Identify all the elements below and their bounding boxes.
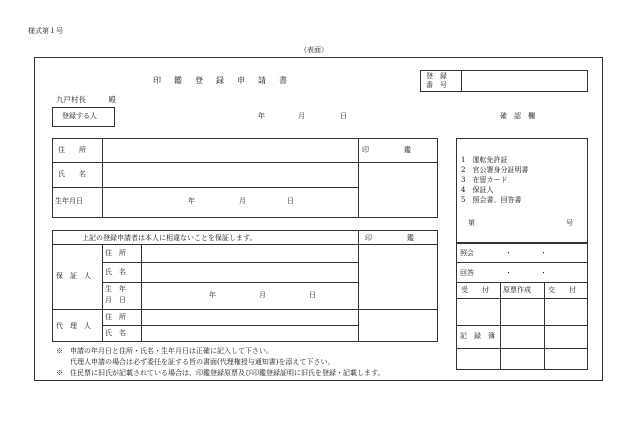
agent-label: 代 理 人 bbox=[56, 322, 91, 330]
inquiry-dots: ・ ・ bbox=[505, 249, 547, 257]
register-number-field[interactable] bbox=[463, 72, 585, 89]
office-divider-1 bbox=[500, 282, 501, 370]
office-line-3 bbox=[456, 298, 588, 299]
date-month-label: 月 bbox=[298, 112, 305, 120]
guarantor-name-field[interactable] bbox=[143, 264, 356, 280]
agent-line bbox=[52, 309, 438, 310]
registrant-birth-field[interactable] bbox=[104, 189, 356, 216]
guarantee-statement: 上記の登録申請者は本人に相違ないことを保証します。 bbox=[82, 234, 257, 242]
note-1: ※ 申請の年月日と住所・氏名・生年月日は正確に記入して下さい。 bbox=[56, 347, 273, 355]
inquiry-label: 照会 bbox=[460, 249, 474, 257]
ledger-label: 記 録 簿 bbox=[460, 332, 495, 340]
guarantor-birth-year: 年 bbox=[209, 291, 216, 299]
registrant-address-field[interactable] bbox=[104, 140, 356, 160]
registrant-seal-label: 印 鑑 bbox=[362, 146, 411, 154]
registrant-seal-field[interactable] bbox=[360, 164, 436, 216]
guarantor-label: 保 証 人 bbox=[56, 272, 91, 280]
registrant-row-line-2 bbox=[52, 187, 358, 188]
registrant-birth-label: 生年月日 bbox=[55, 197, 83, 205]
registrant-name-field[interactable] bbox=[104, 164, 356, 185]
number-prefix: 第 bbox=[468, 219, 475, 227]
confirm-header: 確 認 欄 bbox=[500, 112, 535, 120]
registrant-row-line-1 bbox=[52, 162, 358, 163]
registrant-seal-divider bbox=[358, 138, 359, 218]
reply-label: 回答 bbox=[460, 269, 474, 277]
registrant-birth-year: 年 bbox=[188, 197, 195, 205]
guarantor-seal-divider bbox=[358, 230, 359, 342]
office-line-5 bbox=[456, 348, 588, 349]
registrant-birth-day: 日 bbox=[287, 197, 294, 205]
form-title: 印鑑登録申請書 bbox=[153, 76, 300, 85]
guarantor-row-line-1 bbox=[102, 262, 358, 263]
note-3: ※ 住民票に旧氏が記載されている場合は、印鑑登録原票及び印鑑登録証明に旧氏を登録・記載します。 bbox=[56, 369, 385, 377]
note-2: 代理人申請の場合は必ず委任を証する旨の書面(代理権授与通知書)を添えて下さい。 bbox=[56, 358, 335, 366]
addressee: 九戸村長 殿 bbox=[56, 95, 116, 104]
register-number-divider bbox=[461, 70, 462, 92]
guarantor-birth-day: 日 bbox=[309, 291, 316, 299]
registrant-birth-month: 月 bbox=[239, 197, 246, 205]
guarantor-address-label: 住 所 bbox=[105, 249, 126, 257]
seal-header-line bbox=[358, 162, 438, 163]
guarantor-birth-month: 月 bbox=[259, 291, 266, 299]
guarantee-line bbox=[52, 244, 438, 245]
agent-row-line bbox=[102, 325, 358, 326]
register-number-label-2: 番 号 bbox=[426, 81, 447, 89]
form-number: 様式第１号 bbox=[28, 27, 63, 35]
registrant-label: 登録する人 bbox=[62, 112, 97, 120]
date-year-label: 年 bbox=[258, 112, 265, 120]
process-header-issue: 交 付 bbox=[548, 286, 576, 294]
guarantor-birth-label-2: 月 日 bbox=[105, 296, 126, 304]
date-day-label: 日 bbox=[340, 112, 347, 120]
number-suffix: 号 bbox=[566, 219, 573, 227]
agent-name-field[interactable] bbox=[143, 327, 356, 340]
confirm-item-2: 2 官公署身分証明書 bbox=[461, 166, 529, 174]
office-line-2 bbox=[456, 282, 588, 283]
guarantor-birth-field[interactable] bbox=[143, 284, 356, 307]
guarantor-label-divider bbox=[102, 244, 103, 342]
guarantor-sublabel-divider bbox=[141, 244, 142, 342]
guarantor-seal-label: 印 鑑 bbox=[365, 234, 414, 242]
process-header-create: 原票作成 bbox=[503, 286, 531, 294]
registrant-label-divider bbox=[102, 138, 103, 218]
office-line-4 bbox=[456, 325, 588, 326]
process-header-receipt: 受 付 bbox=[461, 286, 489, 294]
guarantor-name-label: 氏 名 bbox=[105, 268, 126, 276]
guarantor-address-field[interactable] bbox=[143, 246, 356, 260]
guarantor-seal-field[interactable] bbox=[360, 246, 436, 307]
registrant-name-label: 氏 名 bbox=[58, 170, 86, 178]
reply-dots: ・ ・ bbox=[505, 269, 547, 277]
confirm-item-4: 4 保証人 bbox=[461, 186, 494, 194]
guarantor-birth-label-1: 生 年 bbox=[105, 285, 126, 293]
office-divider-2 bbox=[544, 282, 545, 370]
confirm-item-5: 5 照会書、回答書 bbox=[461, 196, 522, 204]
confirm-item-1: 1 運転免許証 bbox=[461, 156, 508, 164]
agent-address-field[interactable] bbox=[143, 311, 356, 323]
confirm-item-3: 3 在留カード bbox=[461, 176, 508, 184]
registrant-address-label: 住 所 bbox=[58, 146, 86, 154]
agent-name-label: 氏 名 bbox=[105, 329, 126, 337]
side-label: （表面） bbox=[300, 46, 328, 54]
register-number-label-1: 登 録 bbox=[426, 72, 447, 80]
office-line-1 bbox=[456, 262, 588, 263]
guarantor-row-line-2 bbox=[102, 282, 358, 283]
agent-address-label: 住 所 bbox=[105, 313, 126, 321]
